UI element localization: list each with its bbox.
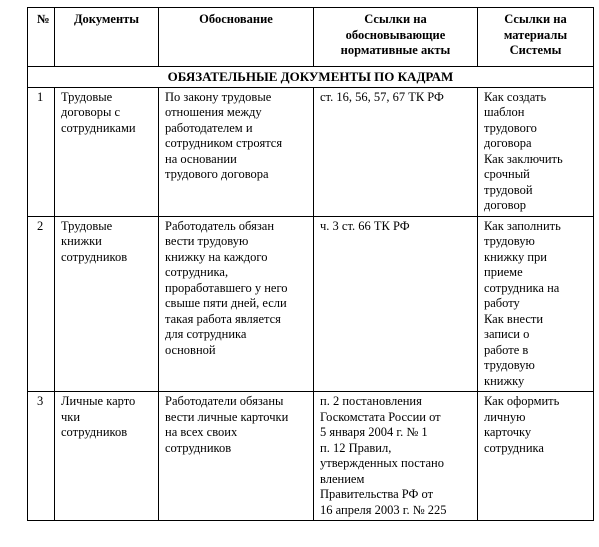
header-documents: Документы xyxy=(55,8,159,67)
basis-line: на основании xyxy=(165,151,237,166)
header-basis: Обоснование xyxy=(159,8,314,67)
basis-line: сотрудником строятся xyxy=(165,136,283,150)
document-name-line: договоры с xyxy=(61,105,121,119)
basis-cell xyxy=(159,87,314,216)
legal-act-line: 16 апреля 2003 г. № 225 xyxy=(320,502,447,517)
header-system-line: Системы xyxy=(509,43,562,57)
basis-line: для сотрудника xyxy=(165,327,247,341)
legal-act-line: 5 января 2004 г. № 1 xyxy=(320,425,428,439)
document-name-line: сотрудников xyxy=(61,249,128,264)
section-row xyxy=(28,67,594,88)
link-line: трудовую xyxy=(484,358,535,372)
basis-line: сотрудника, xyxy=(165,265,229,279)
system-link-fill-work-book-hiring[interactable] xyxy=(484,219,587,312)
legal-act-line: Госкомстата России от xyxy=(320,409,441,424)
system-links-cell xyxy=(478,216,594,392)
link-line: сотрудника на xyxy=(484,280,560,295)
legal-act-line: ст. 16, 56, 57, 67 ТК РФ xyxy=(320,89,444,104)
document-name-line: Трудовые xyxy=(61,218,113,233)
basis-line: вести трудовую xyxy=(165,234,249,248)
link-line: записи о xyxy=(484,327,530,341)
link-line: срочный xyxy=(484,167,530,181)
link-line: Как создать xyxy=(484,89,547,104)
header-row xyxy=(28,8,594,67)
link-line: Как оформить xyxy=(484,394,560,408)
basis-line: проработавшего у него xyxy=(165,280,288,295)
legal-acts-cell xyxy=(314,216,478,392)
system-link-fixed-term-contract[interactable] xyxy=(484,152,587,214)
link-line: работу xyxy=(484,296,520,310)
header-acts-line: обосновывающие xyxy=(345,27,446,42)
document-name-line: сотрудниками xyxy=(61,120,136,135)
basis-line: Работодатели обязаны xyxy=(165,394,284,408)
link-line: книжку xyxy=(484,373,525,388)
basis-line: Работодатель обязан xyxy=(165,218,275,233)
link-line: трудовой xyxy=(484,182,533,197)
basis-cell xyxy=(159,392,314,521)
link-line: Как заключить xyxy=(484,151,563,166)
basis-line: книжку на каждого xyxy=(165,249,268,264)
section-title: ОБЯЗАТЕЛЬНЫЕ ДОКУМЕНТЫ ПО КАДРАМ xyxy=(28,67,594,88)
document-name-cell xyxy=(55,87,159,216)
legal-act-line: ч. 3 ст. 66 ТК РФ xyxy=(320,218,410,233)
system-link-personal-card[interactable] xyxy=(484,394,587,456)
basis-line: работодателем и xyxy=(165,120,253,135)
header-acts xyxy=(314,8,478,67)
link-line: карточку xyxy=(484,425,532,439)
legal-act-line: утвержденных постано xyxy=(320,456,444,470)
link-line: договора xyxy=(484,136,532,150)
legal-act-line: п. 2 постановления xyxy=(320,394,422,408)
link-line: шаблон xyxy=(484,105,525,119)
document-name-cell xyxy=(55,216,159,392)
link-line: приеме xyxy=(484,265,523,279)
legal-act-line: влением xyxy=(320,471,365,486)
basis-line: сотрудников xyxy=(165,440,232,455)
header-system-links xyxy=(478,8,594,67)
link-line: книжку при xyxy=(484,249,547,264)
legal-acts-cell xyxy=(314,392,478,521)
link-line: работе в xyxy=(484,342,529,357)
link-line: Как заполнить xyxy=(484,218,561,233)
header-num: № xyxy=(28,8,55,67)
basis-cell xyxy=(159,216,314,392)
link-line: Как внести xyxy=(484,311,544,326)
system-links-cell xyxy=(478,392,594,521)
basis-line: По закону трудовые xyxy=(165,89,272,104)
legal-act-line: Правительства РФ от xyxy=(320,487,434,501)
basis-line: свыше пяти дней, если xyxy=(165,296,287,310)
link-line: трудовую xyxy=(484,234,535,248)
header-system-line: Ссылки на xyxy=(504,12,567,26)
row-number: 1 xyxy=(28,87,55,216)
link-line: сотрудника xyxy=(484,440,544,455)
document-name-line: сотрудников xyxy=(61,425,128,439)
system-links-cell xyxy=(478,87,594,216)
basis-line: трудового договора xyxy=(165,167,269,181)
document-name-line: Трудовые xyxy=(61,89,113,104)
legal-act-line: п. 12 Правил, xyxy=(320,440,392,455)
document-name-line: книжки xyxy=(61,234,102,248)
basis-line: основной xyxy=(165,342,216,357)
legal-acts-cell xyxy=(314,87,478,216)
document-name-line: чки xyxy=(61,409,81,424)
row-number: 3 xyxy=(28,392,55,521)
basis-line: на всех своих xyxy=(165,425,238,439)
basis-line: отношения между xyxy=(165,105,262,119)
system-link-create-contract-template[interactable] xyxy=(484,90,587,152)
system-link-work-book-records[interactable] xyxy=(484,312,587,390)
link-line: трудового xyxy=(484,120,537,135)
header-acts-line: Ссылки на xyxy=(364,12,427,26)
basis-line: такая работа является xyxy=(165,311,281,326)
table-row xyxy=(28,392,594,521)
link-line: договор xyxy=(484,198,526,212)
basis-line: вести личные карточки xyxy=(165,409,289,424)
table-row xyxy=(28,87,594,216)
document-name-line: Личные карто xyxy=(61,394,136,408)
row-number: 2 xyxy=(28,216,55,392)
header-acts-line: нормативные акты xyxy=(340,43,451,57)
document-name-cell xyxy=(55,392,159,521)
table-row xyxy=(28,216,594,392)
header-system-line: материалы xyxy=(503,27,568,42)
documents-table xyxy=(27,7,594,521)
link-line: личную xyxy=(484,409,526,424)
